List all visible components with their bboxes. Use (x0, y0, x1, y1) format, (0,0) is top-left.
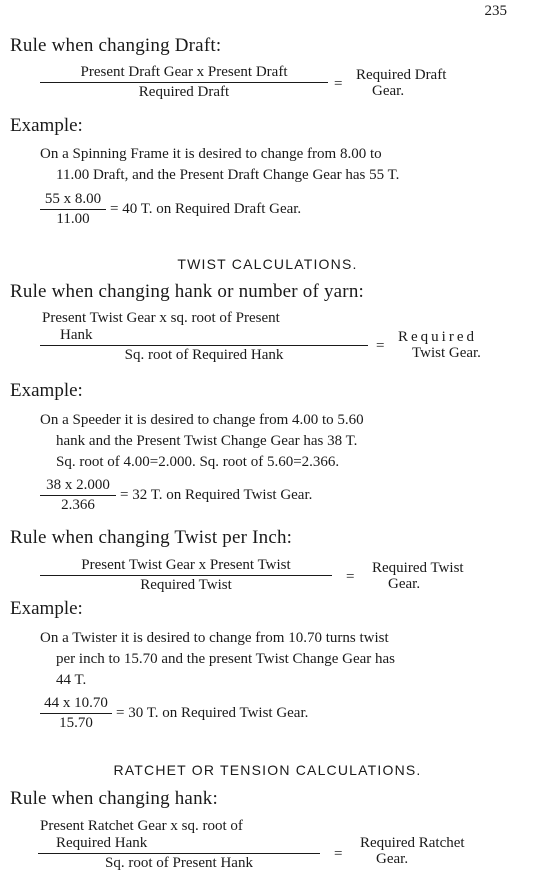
tpi-calc-fraction (40, 695, 112, 732)
tpi-rule-heading: Rule when changing Twist per Inch: (10, 527, 293, 548)
hank-formula (40, 310, 368, 364)
draft-calc (40, 191, 301, 228)
hank-calc-numerator: 38 x 2.000 (40, 477, 116, 496)
tpi-numerator: Present Twist Gear x Present Twist (40, 557, 332, 576)
hank-example-line2: hank and the Present Twist Change Gear has 38 T. (56, 433, 358, 449)
draft-formula (40, 64, 328, 101)
ratchet-numerator (38, 818, 320, 854)
ratchet-result-line2: Gear. (376, 851, 409, 867)
ratchet-fraction (38, 818, 320, 872)
draft-result (356, 67, 446, 99)
hank-result-line2: Twist Gear. (412, 345, 481, 361)
tpi-example-line1: On a Twister it is desired to change from 10.70 turns twist (40, 630, 389, 646)
ratchet-result-line1: Required Ratchet (360, 835, 465, 851)
hank-denominator: Sq. root of Required Hank (124, 347, 284, 363)
hank-equals: = (376, 338, 385, 354)
hank-numerator-line2: Hank (60, 327, 93, 343)
ratchet-formula (38, 818, 320, 872)
ratchet-numerator-line2: Required Hank (56, 835, 148, 851)
tpi-example-line2: per inch to 15.70 and the present Twist Change Gear has (56, 651, 396, 667)
tpi-example-line3: 44 T. (56, 672, 87, 688)
ratchet-calculations-heading: RATCHET OR TENSION CALCULATIONS. (113, 762, 422, 778)
hank-calc (40, 477, 312, 514)
tpi-result-line1: Required Twist (372, 560, 464, 576)
hank-calc-fraction (40, 477, 116, 514)
draft-fraction (40, 64, 328, 101)
draft-example-line2: 11.00 Draft, and the Present Draft Change Gear has 55 T. (56, 167, 400, 183)
draft-calc-denominator: 11.00 (56, 211, 90, 227)
draft-numerator: Present Draft Gear x Present Draft (40, 64, 328, 83)
tpi-calc-denominator: 15.70 (59, 715, 93, 731)
tpi-equals: = (346, 569, 355, 585)
draft-result-line2: Gear. (372, 83, 405, 99)
draft-calc-numerator: 55 x 8.00 (40, 191, 106, 210)
hank-numerator-line1: Present Twist Gear x sq. root of Present (42, 310, 280, 326)
hank-result (398, 329, 481, 361)
draft-example-label: Example: (10, 115, 83, 136)
draft-rule-heading: Rule when changing Draft: (10, 35, 222, 56)
hank-rule-heading: Rule when changing hank or number of yarn: (10, 281, 364, 302)
tpi-formula (40, 557, 332, 594)
hank-example-label: Example: (10, 380, 83, 401)
draft-calc-result: = 40 T. on Required Draft Gear. (110, 201, 302, 217)
tpi-calc (40, 695, 308, 732)
hank-example-text (40, 410, 520, 473)
draft-example-text (40, 144, 520, 186)
ratchet-rule-heading: Rule when changing hank: (10, 788, 218, 809)
hank-numerator (40, 310, 368, 346)
tpi-result-line2: Gear. (388, 576, 421, 592)
page-number: 235 (484, 3, 507, 19)
ratchet-result (360, 835, 465, 867)
tpi-denominator: Required Twist (140, 577, 232, 593)
draft-example-line1: On a Spinning Frame it is desired to change from 8.00 to (40, 146, 382, 162)
tpi-example-label: Example: (10, 598, 83, 619)
hank-calc-result: = 32 T. on Required Twist Gear. (120, 487, 313, 503)
draft-denominator: Required Draft (138, 84, 230, 100)
draft-result-line1: Required Draft (356, 67, 447, 83)
hank-result-line1: Required (398, 329, 477, 345)
hank-example-line1: On a Speeder it is desired to change from 4.00 to 5.60 (40, 412, 364, 428)
tpi-result (372, 560, 464, 592)
hank-fraction (40, 310, 368, 364)
tpi-calc-result: = 30 T. on Required Twist Gear. (116, 705, 309, 721)
hank-calc-denominator: 2.366 (61, 497, 95, 513)
tpi-calc-numerator: 44 x 10.70 (40, 695, 112, 714)
tpi-example-text (40, 628, 525, 691)
draft-equals: = (334, 76, 343, 92)
ratchet-equals: = (334, 846, 343, 862)
draft-calc-fraction (40, 191, 106, 228)
hank-example-line3: Sq. root of 4.00=2.000. Sq. root of 5.60=2.366. (56, 454, 340, 470)
ratchet-denominator: Sq. root of Present Hank (105, 855, 253, 871)
tpi-fraction (40, 557, 332, 594)
twist-calculations-heading: TWIST CALCULATIONS. (177, 256, 358, 272)
ratchet-numerator-line1: Present Ratchet Gear x sq. root of (40, 818, 243, 834)
